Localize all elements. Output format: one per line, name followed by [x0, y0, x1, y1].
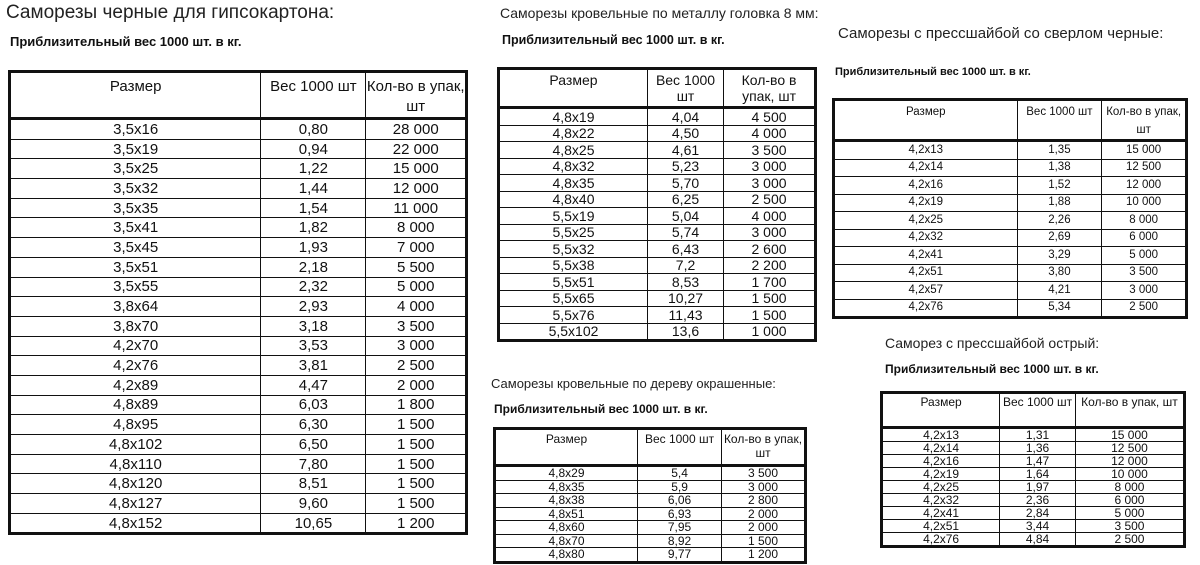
cell-quantity: 1 500 — [366, 454, 467, 474]
cell-quantity: 2 600 — [724, 241, 816, 258]
cell-size: 4,2х14 — [882, 442, 1000, 455]
table-row — [499, 191, 816, 208]
table-row — [834, 141, 1187, 160]
section-2-title: Саморезы кровельные по металлу головка 8 мм: — [500, 5, 819, 21]
cell-size: 4,2х13 — [834, 141, 1018, 160]
table-row — [834, 194, 1187, 212]
cell-weight: 9,60 — [261, 494, 366, 514]
cell-quantity: 3 500 — [1102, 264, 1187, 282]
cell-quantity: 2 000 — [722, 521, 806, 535]
cell-size: 4,8х95 — [10, 415, 261, 435]
cell-weight: 8,51 — [261, 474, 366, 494]
cell-quantity: 6 000 — [1075, 494, 1184, 507]
cell-quantity: 3 000 — [1102, 282, 1187, 300]
cell-weight: 2,18 — [261, 257, 366, 277]
cell-size: 4,8х35 — [499, 175, 648, 192]
cell-quantity: 4 500 — [724, 108, 816, 126]
cell-quantity: 5 500 — [366, 257, 467, 277]
cell-size: 4,2х76 — [882, 533, 1000, 547]
header-quantity: Кол-во в упак, шт — [1102, 100, 1187, 141]
table-row — [499, 208, 816, 225]
cell-weight: 5,04 — [647, 208, 723, 225]
table-row — [834, 229, 1187, 247]
table-header-row — [882, 393, 1185, 428]
cell-weight: 6,43 — [647, 241, 723, 258]
cell-size: 4,8х152 — [10, 513, 261, 534]
table-row — [10, 159, 467, 179]
table-row — [834, 299, 1187, 318]
cell-weight: 4,47 — [261, 375, 366, 395]
table-row — [10, 435, 467, 455]
cell-weight: 0,80 — [261, 119, 366, 140]
cell-weight: 6,50 — [261, 435, 366, 455]
cell-quantity: 12 000 — [366, 179, 467, 199]
cell-size: 4,8х120 — [10, 474, 261, 494]
drywall-screws-table — [8, 70, 468, 535]
cell-size: 3,5х16 — [10, 119, 261, 140]
header-weight: Вес 1000 шт — [1000, 393, 1076, 428]
cell-size: 5,5х65 — [499, 290, 648, 307]
cell-quantity: 12 500 — [1075, 442, 1184, 455]
table-row — [834, 177, 1187, 195]
cell-weight: 1,47 — [1000, 455, 1076, 468]
cell-quantity: 10 000 — [1075, 468, 1184, 481]
header-quantity: Кол-во в упак, шт — [722, 429, 806, 466]
cell-quantity: 8 000 — [1102, 212, 1187, 230]
table-row — [499, 142, 816, 159]
cell-size: 3,5х45 — [10, 238, 261, 258]
header-size: Размер — [495, 429, 638, 466]
cell-size: 3,5х55 — [10, 277, 261, 297]
cell-weight: 4,84 — [1000, 533, 1076, 547]
cell-size: 3,5х25 — [10, 159, 261, 179]
cell-size: 5,5х32 — [499, 241, 648, 258]
cell-weight: 3,80 — [1017, 264, 1102, 282]
header-weight: Вес 1000 шт — [1017, 100, 1102, 141]
cell-quantity: 2 500 — [724, 191, 816, 208]
cell-quantity: 1 800 — [366, 395, 467, 415]
cell-quantity: 3 500 — [724, 142, 816, 159]
cell-size: 4,8х89 — [10, 395, 261, 415]
header-size: Размер — [499, 69, 648, 108]
cell-weight: 10,27 — [647, 290, 723, 307]
cell-size: 4,2х25 — [882, 481, 1000, 494]
cell-size: 4,2х32 — [882, 494, 1000, 507]
cell-weight: 3,29 — [1017, 247, 1102, 265]
cell-weight: 7,2 — [647, 257, 723, 274]
table-header-row — [495, 429, 806, 466]
cell-size: 4,2х89 — [10, 375, 261, 395]
table-row — [499, 323, 816, 341]
cell-weight: 0,94 — [261, 139, 366, 159]
cell-weight: 5,70 — [647, 175, 723, 192]
cell-quantity: 1 200 — [722, 548, 806, 563]
table-row — [882, 428, 1185, 442]
cell-quantity: 5 000 — [1075, 507, 1184, 520]
table-row — [10, 395, 467, 415]
header-quantity: Кол-во в упак, шт — [724, 69, 816, 108]
cell-size: 4,8х80 — [495, 548, 638, 563]
table-row — [10, 494, 467, 514]
cell-quantity: 1 500 — [722, 534, 806, 548]
press-washer-drill-screws-table — [832, 98, 1188, 319]
section-5-subtitle: Приблизительный вес 1000 шт. в кг. — [885, 362, 1099, 376]
table-row — [10, 375, 467, 395]
table-row — [10, 257, 467, 277]
table-row — [495, 534, 806, 548]
cell-size: 4,8х22 — [499, 125, 648, 142]
table-row — [499, 290, 816, 307]
table-row — [495, 521, 806, 535]
table-row — [882, 455, 1185, 468]
cell-quantity: 2 800 — [722, 494, 806, 508]
cell-quantity: 1 500 — [366, 415, 467, 435]
cell-size: 3,5х51 — [10, 257, 261, 277]
cell-quantity: 1 500 — [724, 307, 816, 324]
cell-weight: 9,77 — [638, 548, 722, 563]
cell-size: 4,2х25 — [834, 212, 1018, 230]
table-row — [10, 356, 467, 376]
cell-size: 4,2х19 — [834, 194, 1018, 212]
cell-quantity: 1 500 — [366, 494, 467, 514]
cell-size: 4,2х19 — [882, 468, 1000, 481]
cell-quantity: 12 000 — [1075, 455, 1184, 468]
cell-size: 5,5х102 — [499, 323, 648, 341]
header-size: Размер — [882, 393, 1000, 428]
cell-size: 5,5х51 — [499, 274, 648, 291]
cell-size: 4,8х127 — [10, 494, 261, 514]
cell-size: 4,2х13 — [882, 428, 1000, 442]
header-size: Размер — [834, 100, 1018, 141]
table-row — [499, 158, 816, 175]
table-row — [495, 548, 806, 563]
cell-weight: 1,31 — [1000, 428, 1076, 442]
cell-quantity: 3 000 — [724, 175, 816, 192]
cell-quantity: 11 000 — [366, 198, 467, 218]
cell-quantity: 6 000 — [1102, 229, 1187, 247]
table-row — [882, 481, 1185, 494]
cell-quantity: 3 000 — [724, 158, 816, 175]
cell-quantity: 5 000 — [366, 277, 467, 297]
cell-quantity: 1 200 — [366, 513, 467, 534]
cell-quantity: 8 000 — [1075, 481, 1184, 494]
cell-quantity: 12 500 — [1102, 159, 1187, 177]
cell-size: 4,2х57 — [834, 282, 1018, 300]
section-4-subtitle: Приблизительный вес 1000 шт. в кг. — [835, 66, 1031, 78]
cell-weight: 13,6 — [647, 323, 723, 341]
cell-quantity: 3 000 — [722, 480, 806, 494]
cell-size: 3,5х19 — [10, 139, 261, 159]
table-row — [499, 125, 816, 142]
cell-size: 3,5х35 — [10, 198, 261, 218]
cell-quantity: 15 000 — [366, 159, 467, 179]
cell-weight: 11,43 — [647, 307, 723, 324]
cell-size: 5,5х19 — [499, 208, 648, 225]
cell-weight: 10,65 — [261, 513, 366, 534]
table-row — [882, 533, 1185, 547]
cell-quantity: 7 000 — [366, 238, 467, 258]
cell-weight: 2,36 — [1000, 494, 1076, 507]
cell-size: 4,8х60 — [495, 521, 638, 535]
cell-weight: 6,03 — [261, 395, 366, 415]
cell-weight: 1,54 — [261, 198, 366, 218]
table-row — [10, 513, 467, 534]
cell-quantity: 2 200 — [724, 257, 816, 274]
cell-size: 4,8х110 — [10, 454, 261, 474]
cell-size: 4,2х51 — [834, 264, 1018, 282]
cell-quantity: 2 500 — [1102, 299, 1187, 318]
cell-size: 5,5х38 — [499, 257, 648, 274]
table-row — [499, 175, 816, 192]
table-row — [882, 507, 1185, 520]
table-row — [834, 247, 1187, 265]
cell-size: 4,2х16 — [834, 177, 1018, 195]
cell-weight: 3,81 — [261, 356, 366, 376]
cell-size: 4,8х102 — [10, 435, 261, 455]
table-row — [499, 274, 816, 291]
cell-quantity: 1 700 — [724, 274, 816, 291]
cell-size: 4,2х76 — [834, 299, 1018, 318]
cell-weight: 4,50 — [647, 125, 723, 142]
cell-size: 4,2х51 — [882, 520, 1000, 533]
section-3-subtitle: Приблизительный вес 1000 шт. в кг. — [494, 402, 708, 416]
cell-weight: 7,80 — [261, 454, 366, 474]
section-1-subtitle: Приблизительный вес 1000 шт. в кг. — [10, 34, 242, 49]
table-row — [10, 316, 467, 336]
table-row — [882, 468, 1185, 481]
table-row — [499, 307, 816, 324]
cell-weight: 3,18 — [261, 316, 366, 336]
table-row — [495, 507, 806, 521]
cell-size: 4,2х41 — [834, 247, 1018, 265]
cell-quantity: 1 000 — [724, 323, 816, 341]
section-3-title: Саморезы кровельные по дереву окрашенные: — [491, 376, 776, 391]
table-row — [882, 494, 1185, 507]
table-row — [499, 241, 816, 258]
table-header-row — [834, 100, 1187, 141]
cell-size: 4,8х40 — [499, 191, 648, 208]
table-row — [499, 257, 816, 274]
table-row — [10, 336, 467, 356]
cell-size: 4,2х70 — [10, 336, 261, 356]
cell-quantity: 28 000 — [366, 119, 467, 140]
cell-quantity: 15 000 — [1102, 141, 1187, 160]
table-row — [10, 198, 467, 218]
header-weight: Вес 1000 шт — [647, 69, 723, 108]
table-row — [834, 264, 1187, 282]
cell-weight: 5,9 — [638, 480, 722, 494]
cell-quantity: 1 500 — [724, 290, 816, 307]
cell-size: 4,8х25 — [499, 142, 648, 159]
table-row — [10, 119, 467, 140]
cell-weight: 2,26 — [1017, 212, 1102, 230]
table-row — [10, 139, 467, 159]
cell-weight: 3,44 — [1000, 520, 1076, 533]
cell-weight: 6,06 — [638, 494, 722, 508]
cell-weight: 7,95 — [638, 521, 722, 535]
section-2-subtitle: Приблизительный вес 1000 шт. в кг. — [502, 33, 725, 47]
cell-weight: 1,44 — [261, 179, 366, 199]
table-row — [10, 218, 467, 238]
cell-weight: 3,53 — [261, 336, 366, 356]
table-row — [882, 442, 1185, 455]
cell-weight: 5,4 — [638, 466, 722, 481]
cell-quantity: 10 000 — [1102, 194, 1187, 212]
header-weight: Вес 1000 шт — [638, 429, 722, 466]
table-row — [10, 238, 467, 258]
table-header-row — [10, 72, 467, 119]
cell-quantity: 22 000 — [366, 139, 467, 159]
table-row — [495, 480, 806, 494]
cell-weight: 2,69 — [1017, 229, 1102, 247]
cell-quantity: 2 000 — [722, 507, 806, 521]
cell-weight: 1,35 — [1017, 141, 1102, 160]
cell-weight: 2,93 — [261, 297, 366, 317]
cell-size: 4,2х14 — [834, 159, 1018, 177]
cell-weight: 1,88 — [1017, 194, 1102, 212]
cell-weight: 4,21 — [1017, 282, 1102, 300]
cell-quantity: 3 500 — [366, 316, 467, 336]
cell-size: 3,5х41 — [10, 218, 261, 238]
table-row — [10, 179, 467, 199]
table-row — [10, 415, 467, 435]
cell-quantity: 15 000 — [1075, 428, 1184, 442]
cell-weight: 5,23 — [647, 158, 723, 175]
cell-size: 4,8х32 — [499, 158, 648, 175]
table-row — [834, 212, 1187, 230]
cell-quantity: 2 000 — [366, 375, 467, 395]
cell-quantity: 2 500 — [366, 356, 467, 376]
cell-size: 3,8х70 — [10, 316, 261, 336]
cell-size: 3,5х32 — [10, 179, 261, 199]
section-4-title: Саморезы с прессшайбой со сверлом черные: — [838, 25, 1164, 42]
cell-quantity: 3 500 — [1075, 520, 1184, 533]
table-row — [10, 474, 467, 494]
cell-quantity: 3 000 — [724, 224, 816, 241]
cell-size: 5,5х76 — [499, 307, 648, 324]
cell-weight: 6,30 — [261, 415, 366, 435]
cell-weight: 1,97 — [1000, 481, 1076, 494]
header-size: Размер — [10, 72, 261, 119]
header-quantity: Кол-во в упак, шт — [366, 72, 467, 119]
cell-quantity: 8 000 — [366, 218, 467, 238]
cell-size: 4,2х32 — [834, 229, 1018, 247]
cell-size: 4,8х35 — [495, 480, 638, 494]
cell-quantity: 3 500 — [722, 466, 806, 481]
cell-weight: 4,04 — [647, 108, 723, 126]
cell-size: 5,5х25 — [499, 224, 648, 241]
cell-size: 4,2х76 — [10, 356, 261, 376]
cell-quantity: 4 000 — [366, 297, 467, 317]
cell-weight: 8,92 — [638, 534, 722, 548]
table-row — [10, 277, 467, 297]
cell-quantity: 2 500 — [1075, 533, 1184, 547]
table-row — [495, 466, 806, 481]
cell-weight: 6,25 — [647, 191, 723, 208]
table-row — [834, 282, 1187, 300]
cell-weight: 2,84 — [1000, 507, 1076, 520]
metal-roofing-screws-table — [497, 67, 817, 342]
cell-size: 4,2х41 — [882, 507, 1000, 520]
cell-weight: 1,36 — [1000, 442, 1076, 455]
table-row — [10, 297, 467, 317]
cell-weight: 1,93 — [261, 238, 366, 258]
table-row — [499, 108, 816, 126]
table-row — [834, 159, 1187, 177]
cell-size: 4,8х51 — [495, 507, 638, 521]
table-row — [495, 494, 806, 508]
cell-size: 4,2х16 — [882, 455, 1000, 468]
cell-weight: 1,22 — [261, 159, 366, 179]
table-row — [10, 454, 467, 474]
cell-quantity: 5 000 — [1102, 247, 1187, 265]
cell-weight: 1,38 — [1017, 159, 1102, 177]
cell-quantity: 3 000 — [366, 336, 467, 356]
cell-size: 4,8х70 — [495, 534, 638, 548]
cell-weight: 2,32 — [261, 277, 366, 297]
cell-weight: 1,82 — [261, 218, 366, 238]
cell-size: 4,8х29 — [495, 466, 638, 481]
cell-size: 4,8х19 — [499, 108, 648, 126]
cell-weight: 1,64 — [1000, 468, 1076, 481]
section-1-title: Саморезы черные для гипсокартона: — [6, 2, 335, 23]
cell-quantity: 4 000 — [724, 125, 816, 142]
cell-size: 3,8х64 — [10, 297, 261, 317]
cell-weight: 5,74 — [647, 224, 723, 241]
section-5-title: Саморез с прессшайбой острый: — [885, 335, 1100, 351]
table-header-row — [499, 69, 816, 108]
table-row — [882, 520, 1185, 533]
cell-weight: 4,61 — [647, 142, 723, 159]
cell-quantity: 12 000 — [1102, 177, 1187, 195]
cell-weight: 6,93 — [638, 507, 722, 521]
header-weight: Вес 1000 шт — [261, 72, 366, 119]
cell-quantity: 1 500 — [366, 474, 467, 494]
wood-roofing-screws-table — [493, 427, 807, 564]
cell-weight: 1,52 — [1017, 177, 1102, 195]
table-row — [499, 224, 816, 241]
cell-quantity: 4 000 — [724, 208, 816, 225]
cell-size: 4,8х38 — [495, 494, 638, 508]
cell-weight: 8,53 — [647, 274, 723, 291]
header-quantity: Кол-во в упак, шт — [1075, 393, 1184, 428]
cell-weight: 5,34 — [1017, 299, 1102, 318]
cell-quantity: 1 500 — [366, 435, 467, 455]
press-washer-sharp-screws-table — [880, 391, 1186, 548]
